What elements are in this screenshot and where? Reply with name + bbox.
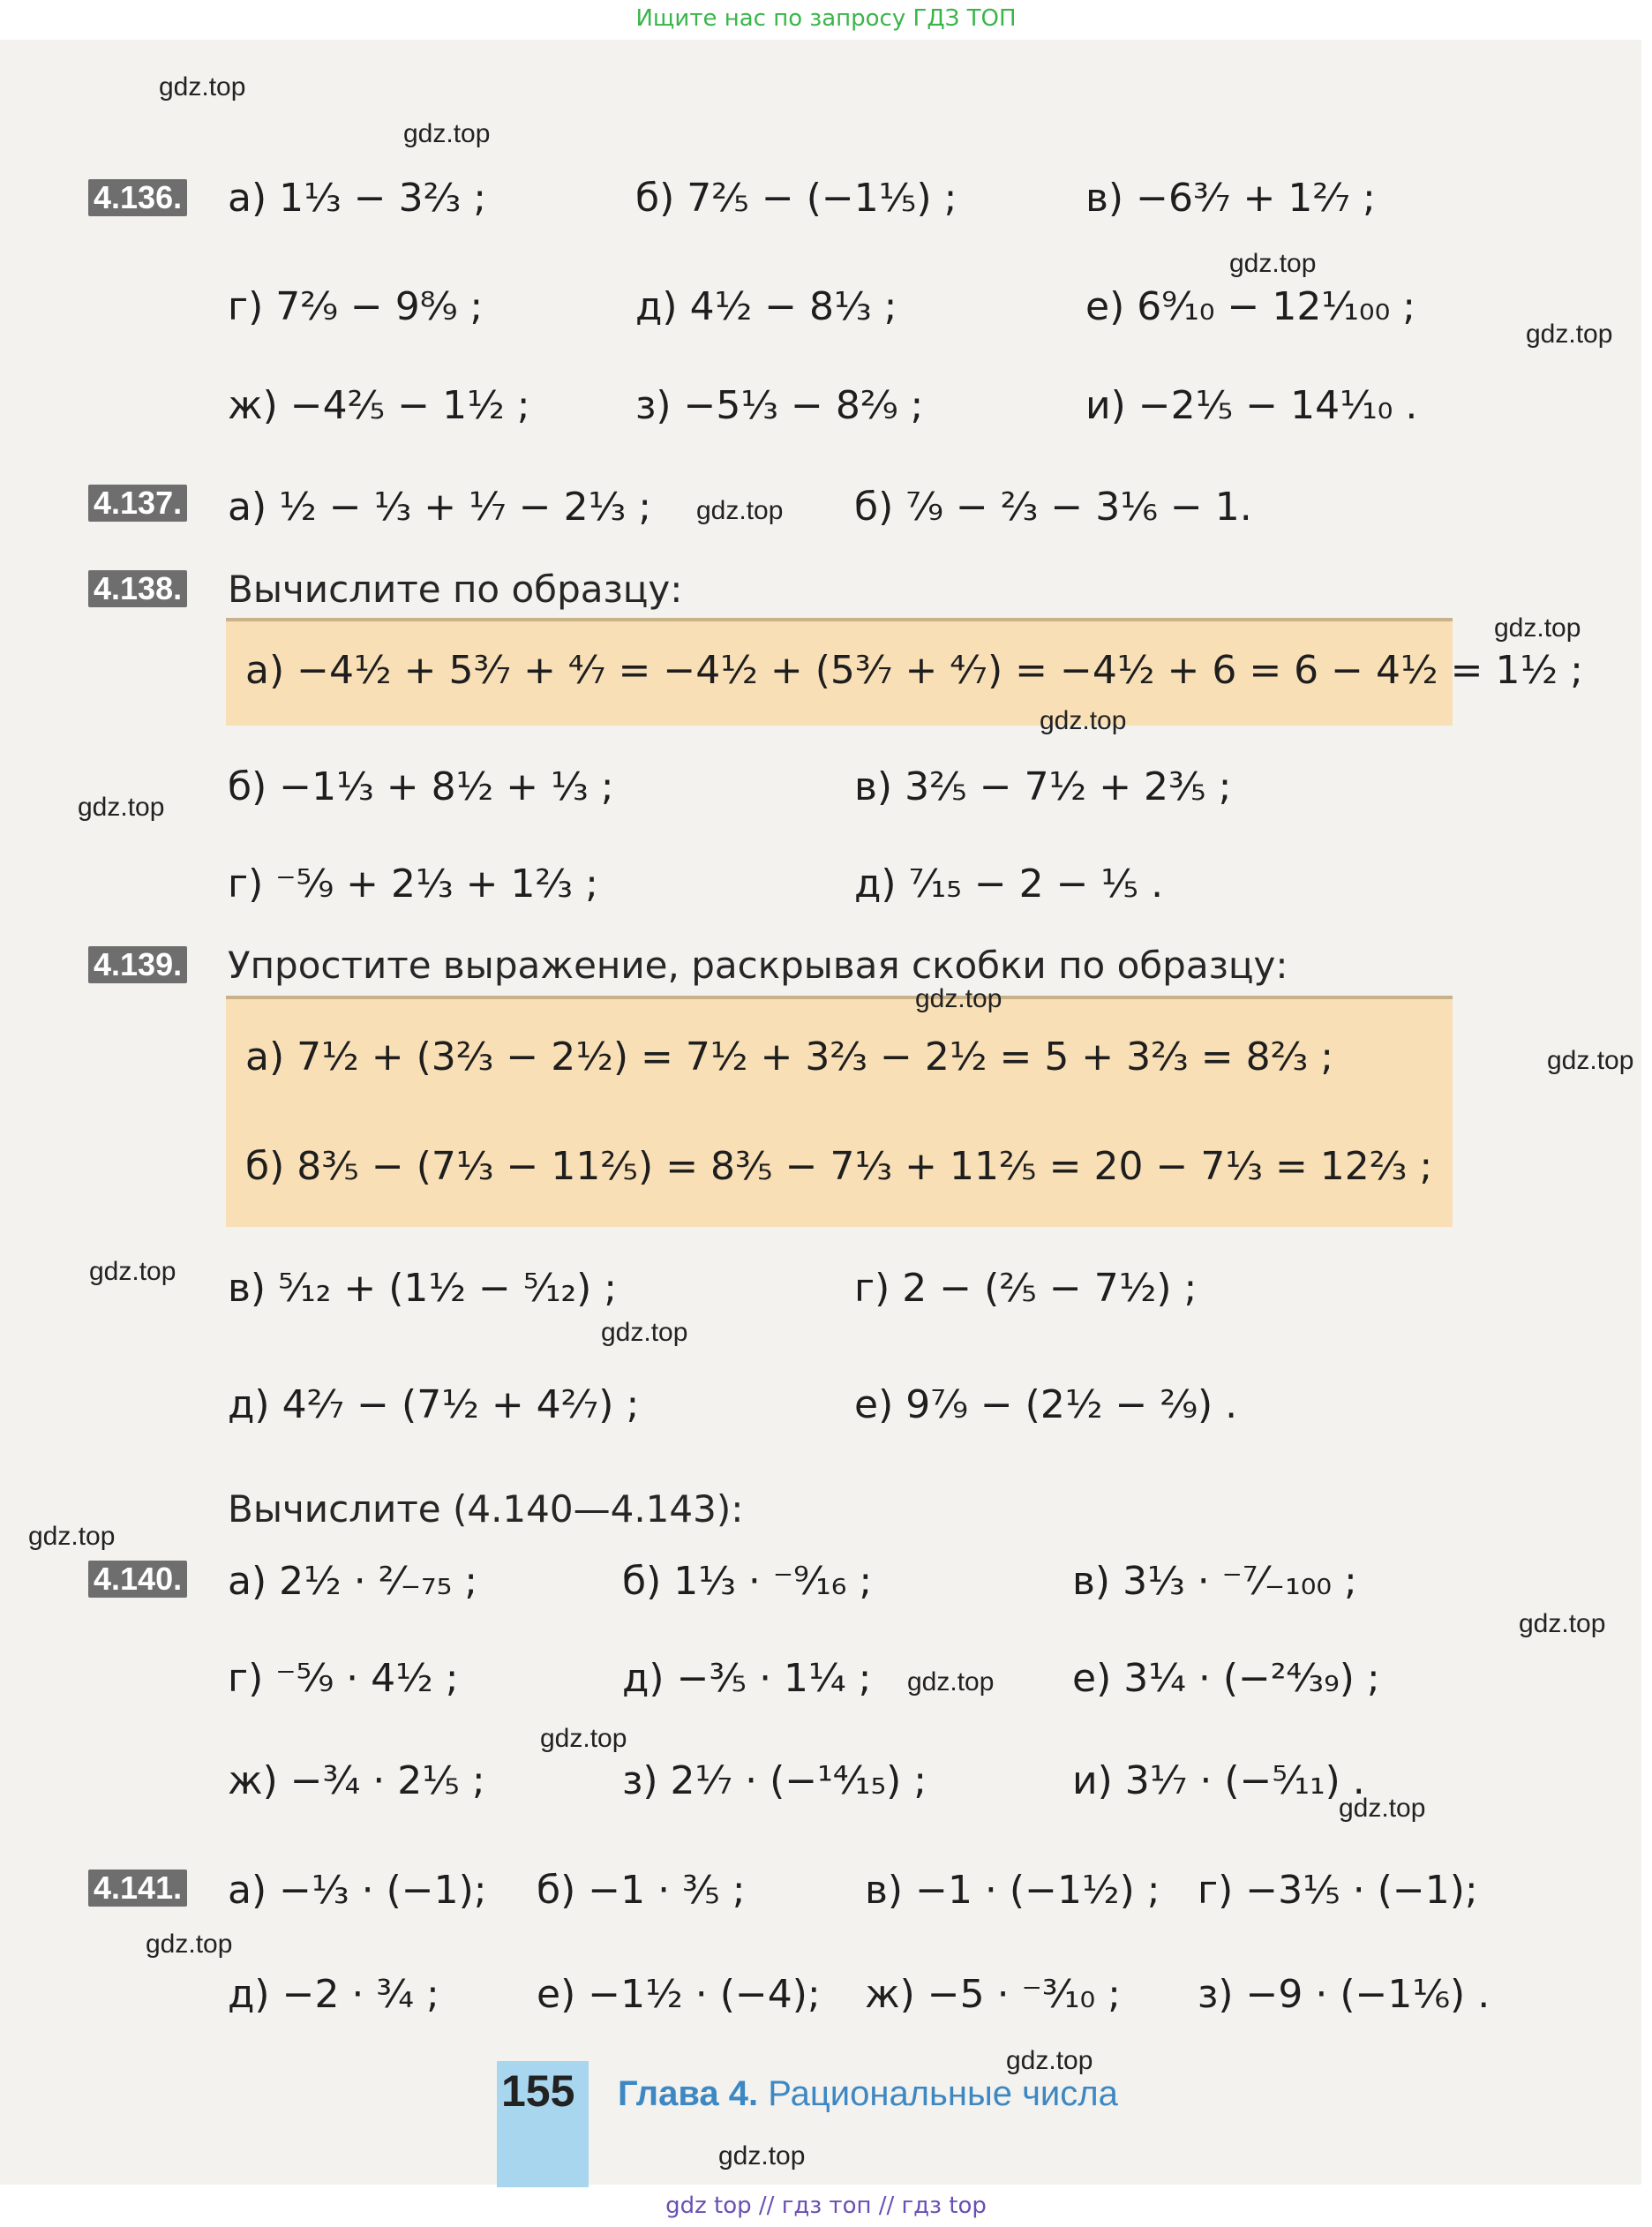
watermark: gdz.top [146, 1930, 233, 1959]
bottom-banner-text[interactable]: gdz top // гдз топ // гдз top [665, 2193, 987, 2219]
watermark: gdz.top [696, 496, 784, 525]
page-number: 155 [501, 2066, 575, 2116]
watermark: gdz.top [159, 72, 246, 102]
problem-4-138-item-g: г) ⁻⁵⁄₉ + 2⅓ + 1⅔ ; [228, 861, 598, 907]
watermark: gdz.top [718, 2141, 806, 2171]
compute-section-header: Вычислите (4.140—4.143): [228, 1487, 744, 1531]
problem-4-138-item-d: д) ⁷⁄₁₅ − 2 − ⅕ . [854, 861, 1164, 907]
problem-4-140-item-v: в) 3⅓ · ⁻⁷⁄₋₁₀₀ ; [1072, 1559, 1357, 1604]
watermark: gdz.top [78, 793, 165, 822]
problem-4-140-item-d: д) −⅗ · 1¼ ; [622, 1656, 872, 1701]
problem-4-139-item-g: г) 2 − (⅖ − 7½) ; [854, 1266, 1198, 1311]
sample-top-rule [226, 996, 1453, 999]
problem-4-140-item-g: г) ⁻⁵⁄₉ · 4½ ; [228, 1656, 459, 1701]
watermark: gdz.top [601, 1318, 688, 1347]
bottom-banner [0, 2187, 1652, 2227]
problem-4-139-item-v: в) ⁵⁄₁₂ + (1½ − ⁵⁄₁₂) ; [228, 1266, 618, 1311]
problem-4-136-item-zh: ж) −4⅖ − 1½ ; [228, 383, 530, 428]
top-banner-text[interactable]: Ищите нас по запросу ГДЗ ТОП [635, 5, 1017, 32]
problem-4-141-item-v: в) −1 · (−1½) ; [865, 1868, 1160, 1913]
chapter-name: Рациональные числа [768, 2074, 1118, 2113]
problem-4-141-item-d: д) −2 · ¾ ; [228, 1972, 439, 2017]
chapter-label: Глава 4. [618, 2074, 759, 2113]
problem-4-140-item-e: е) 3¼ · (−²⁴⁄₃₉) ; [1072, 1656, 1380, 1701]
problem-4-140-item-a: а) 2½ · ²⁄₋₇₅ ; [228, 1559, 478, 1604]
problem-4-139-instruction: Упростите выражение, раскрывая скобки по образцу: [228, 944, 1288, 987]
problem-4-141-item-b: б) −1 · ⅗ ; [537, 1868, 746, 1913]
watermark: gdz.top [1526, 320, 1613, 349]
watermark: gdz.top [1006, 2046, 1093, 2075]
problem-4-136-item-z: з) −5⅓ − 8²⁄₉ ; [635, 383, 924, 428]
watermark: gdz.top [28, 1522, 116, 1551]
problem-4-141-item-e: е) −1½ · (−4); [537, 1972, 821, 2017]
problem-4-140-item-b: б) 1⅓ · ⁻⁹⁄₁₆ ; [622, 1559, 873, 1604]
watermark: gdz.top [540, 1724, 627, 1753]
watermark: gdz.top [907, 1667, 995, 1697]
watermark: gdz.top [89, 1257, 176, 1286]
problem-4-137-item-b: б) ⁷⁄₉ − ⅔ − 3⅙ − 1. [854, 485, 1252, 530]
problem-4-141-item-z: з) −9 · (−1⅙) . [1198, 1972, 1491, 2017]
problem-4-139-sample-a: а) 7½ + (3⅔ − 2½) = 7½ + 3⅔ − 2½ = 5 + 3⅔ = 8⅔ ; [245, 1035, 1334, 1080]
problem-4-138-item-v: в) 3⅖ − 7½ + 2⅗ ; [854, 764, 1232, 809]
problem-4-140-item-zh: ж) −¾ · 2⅕ ; [228, 1758, 485, 1803]
problem-4-139-item-e: е) 9⁷⁄₉ − (2½ − ²⁄₉) . [854, 1382, 1238, 1427]
problem-number-4-138: 4.138. [88, 570, 187, 607]
problem-4-136-item-g: г) 7²⁄₉ − 9⁸⁄₉ ; [228, 284, 484, 329]
watermark: gdz.top [1229, 249, 1317, 278]
problem-4-138-instruction: Вычислите по образцу: [228, 568, 683, 611]
problem-4-138-item-b: б) −1⅓ + 8½ + ⅓ ; [228, 764, 614, 809]
top-banner [0, 0, 1652, 40]
problem-4-139-item-d: д) 4²⁄₇ − (7½ + 4²⁄₇) ; [228, 1382, 640, 1427]
problem-number-4-137: 4.137. [88, 485, 187, 522]
problem-4-136-item-b: б) 7⅖ − (−1⅕) ; [635, 176, 957, 221]
problem-number-4-139: 4.139. [88, 946, 187, 983]
problem-4-140-item-z: з) 2⅐ · (−¹⁴⁄₁₅) ; [622, 1758, 927, 1803]
problem-4-136-item-d: д) 4½ − 8⅓ ; [635, 284, 897, 329]
problem-4-136-item-e: е) 6⁹⁄₁₀ − 12¹⁄₁₀₀ ; [1085, 284, 1416, 329]
problem-4-141-item-g: г) −3⅕ · (−1); [1198, 1868, 1478, 1913]
problem-4-139-sample-b: б) 8⅗ − (7⅓ − 11⅖) = 8⅗ − 7⅓ + 11⅖ = 20 − 7⅓ = 12⅔ ; [245, 1144, 1433, 1189]
problem-4-136-item-i: и) −2⅕ − 14¹⁄₁₀ . [1085, 383, 1418, 428]
watermark: gdz.top [1494, 613, 1581, 643]
problem-number-4-136: 4.136. [88, 179, 187, 216]
problem-4-136-item-v: в) −6³⁄₇ + 1²⁄₇ ; [1085, 176, 1376, 221]
problem-number-4-140: 4.140. [88, 1561, 187, 1598]
problem-4-140-item-i: и) 3⅐ · (−⁵⁄₁₁) . [1072, 1758, 1365, 1803]
watermark: gdz.top [915, 984, 1002, 1013]
watermark: gdz.top [1519, 1609, 1606, 1638]
problem-number-4-141: 4.141. [88, 1870, 187, 1907]
problem-4-137-item-a: а) ½ − ⅓ + ⅐ − 2⅓ ; [228, 485, 652, 530]
problem-4-141-item-a: а) −⅓ · (−1); [228, 1868, 487, 1913]
watermark: gdz.top [403, 119, 491, 148]
sample-top-rule [226, 618, 1453, 621]
problem-4-138-sample: а) −4½ + 5³⁄₇ + ⁴⁄₇ = −4½ + (5³⁄₇ + ⁴⁄₇) = −4½ + 6 = 6 − 4½ = 1½ ; [245, 648, 1583, 693]
watermark: gdz.top [1547, 1046, 1634, 1075]
watermark: gdz.top [1339, 1794, 1426, 1823]
problem-4-136-item-a: а) 1⅓ − 3⅔ ; [228, 176, 487, 221]
problem-4-141-item-zh: ж) −5 · ⁻³⁄₁₀ ; [865, 1972, 1121, 2017]
chapter-title [618, 2074, 1118, 2114]
watermark: gdz.top [1040, 706, 1127, 735]
